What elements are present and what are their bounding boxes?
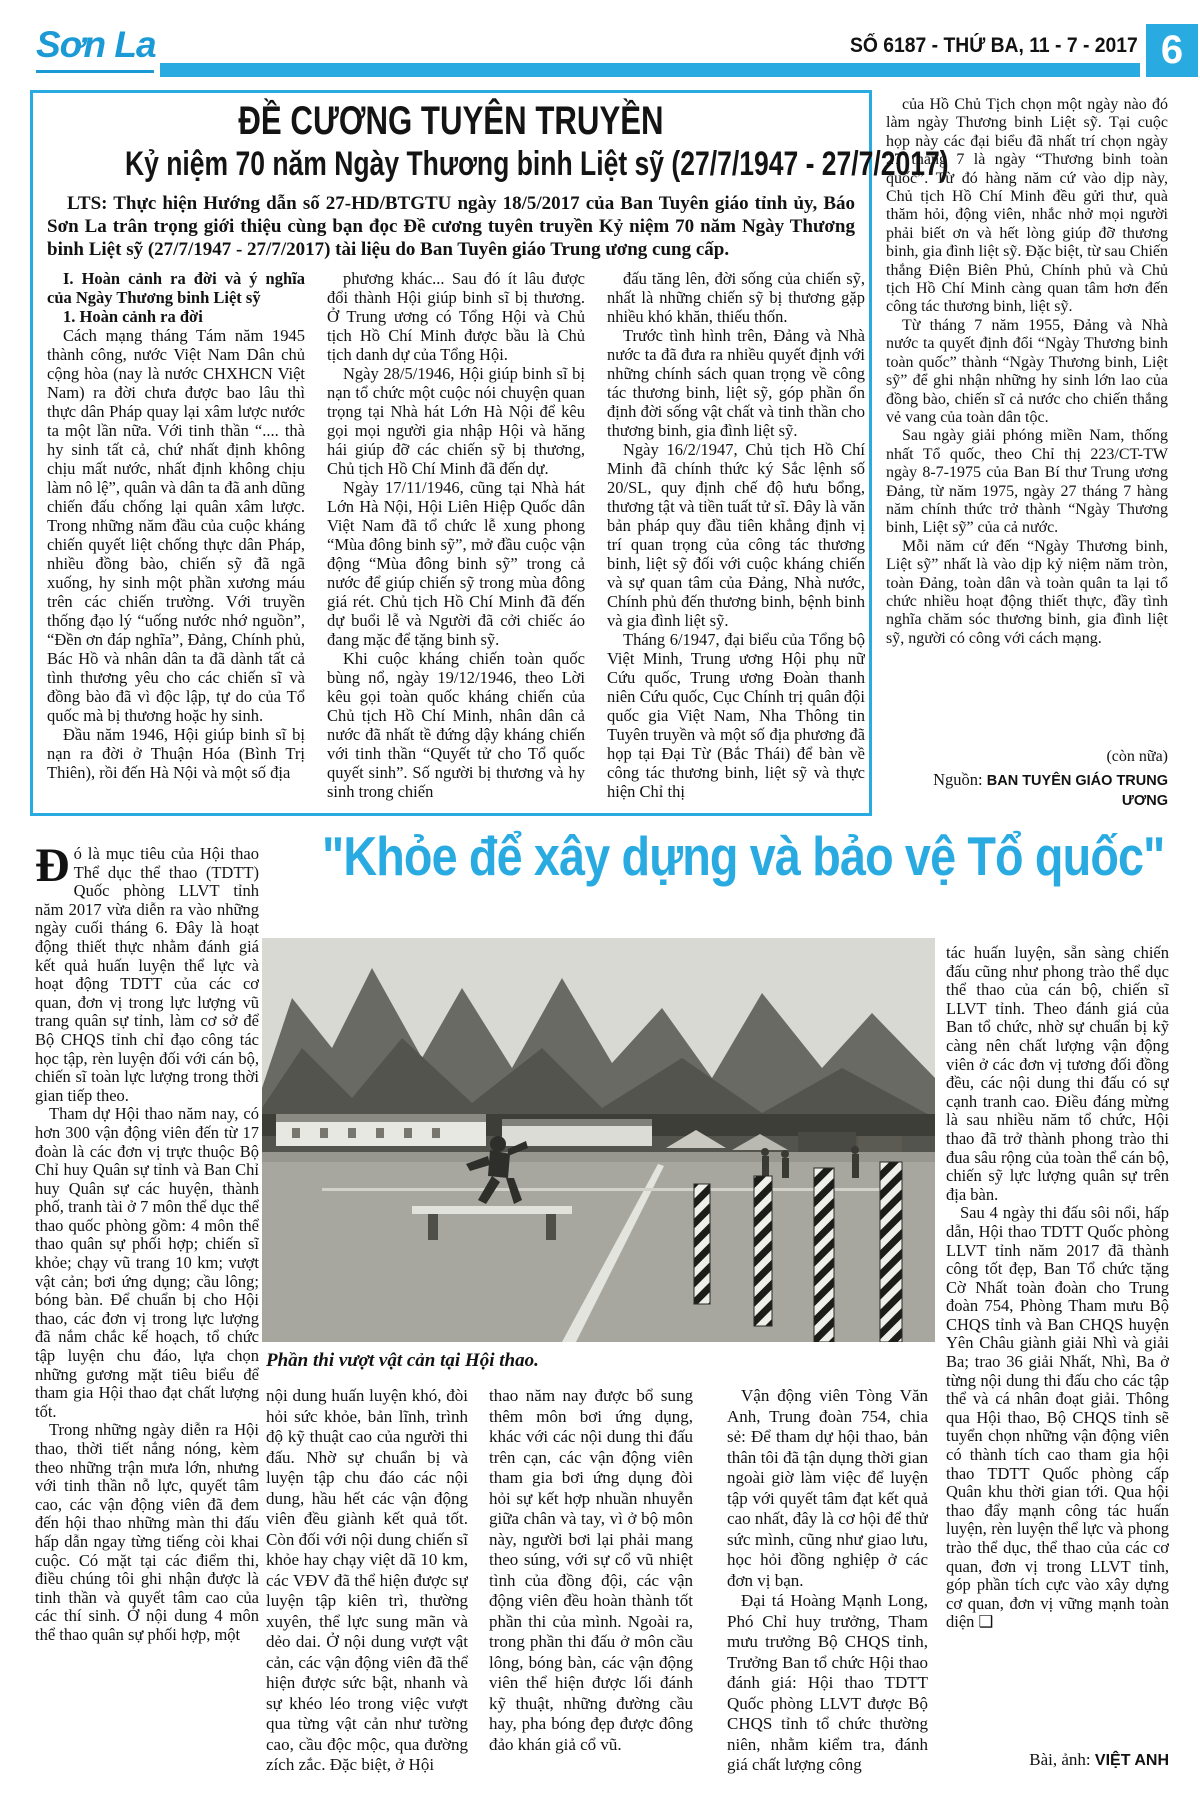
byline: [946, 1750, 1169, 1770]
paragraph: Trong những ngày diễn ra Hội thao, thời tiết nắng nóng, kèm theo những trận mưa lớn, nhưng với tinh thần nỗ lực, quyết tâm cao, các vận động viên đã đem đến hội thao những màn thi đấu hấp dẫn ngay từng tiếng còi khai cuộc. Có mặt tại các điểm thi, điều chúng tôi ghi nhận được là tinh thần và quyết tâm cao của các thí sinh. Ở nội dung 4 môn thể thao quân sự phối hợp, một: [35, 1420, 259, 1644]
paragraph: Ngày 28/5/1946, Hội giúp binh sĩ bị nạn tổ chức một cuộc nói chuyện quan trọng tại Nhà hát Lớn Hà Nội để kêu gọi mọi người gia nhập Hội và hăng hái giúp đỡ các chiến sỹ bị thương, Chủ tịch Hồ Chí Minh đã đến dự.: [327, 364, 585, 478]
paragraph: Tham dự Hội thao năm nay, có hơn 300 vận động viên đến từ 17 đoàn là các đơn vị trực thuộc Bộ Chỉ huy Quân sự tỉnh và Ban Chỉ huy Quân sự các huyện, thành phố, tranh tài ở 7 môn thể dục thể thao quốc phòng gồm: 4 môn thể thao quân sự phối hợp; chiến sĩ khỏe; chạy vũ trang 10 km; vượt vật cản; bơi ứng dụng; cầu lông; bóng bàn. Để chuẩn bị cho Hội thao, các đơn vị trong lực lượng đã nắm chắc kế hoạch, tổ chức tập luyện chu đáo, lựa chọn những gương mặt tiêu biểu để tham gia Hội thao đạt chất lượng tốt.: [35, 1104, 259, 1421]
article-lede: LTS: Thực hiện Hướng dẫn số 27-HD/BTGTU ngày 18/5/2017 của Ban Tuyên giáo tỉnh ủy, Báo Sơn La trân trọng giới thiệu cùng bạn đọc Đề cương tuyên truyền Kỷ niệm 70 năm Ngày Thương binh Liệt sỹ (27/7/1947 - 27/7/2017) tài liệu do Ban Tuyên giáo Trung ương cung cấp.: [47, 193, 855, 260]
top-article-column-4: [886, 96, 1168, 746]
paragraph: Cách mạng tháng Tám năm 1945 thành công, nước Việt Nam Dân chủ cộng hòa (nay là nước CHXHCN Việt Nam) ra đời chưa được bao lâu thì thực dân Pháp quay lại xâm lược nước ta một lần nữa. Với tinh thần “.... thà hy sinh tất cả, chứ nhất định không chịu mất nước, nhất định không chịu làm nô lệ”, quân và dân ta đã anh dũng chiến đấu chống lại quân xâm lược. Trong những năm đầu của cuộc kháng chiến quyết liệt chống thực dân Pháp, nhiều đồng bào, chiến sỹ đã ngã xuống, hy sinh một phần xương máu trên các chiến trường. Với truyền thống đạo lý “uống nước nhớ nguồn”, “Đền ơn đáp nghĩa”, Đảng, Chính phủ, Bác Hồ và nhân dân ta đã dành tất cả tình thương yêu cho các chiến sĩ và đồng bào đã vì độc lập, tự do của Tổ quốc mà bị thương hoặc hy sinh.: [47, 326, 305, 725]
feature-right-column: [946, 944, 1169, 1744]
paragraph: [35, 845, 259, 1105]
paragraph: thao năm nay được bổ sung thêm môn bơi ứng dụng, khác với các nội dung thi đấu trên cạn, các vận động viên tham gia bơi ứng dụng đòi hỏi sự kết hợp nhuần nhuyễn giữa chân và tay, vì ở bộ môn này, người bơi lại phải mang theo súng, với sự cổ vũ nhiệt tình của đồng đội, các vận động viên đều hoàn thành tốt phần thi của mình. Ngoài ra, trong phần thi đấu ở môn cầu lông, bóng bàn, các vận động viên thể hiện được lối đánh kỹ thuật, những đường cầu hay, pha bóng đẹp được đông đảo khán giả cổ vũ.: [489, 1386, 693, 1754]
feature-left-column: [35, 845, 259, 1775]
masthead-logo: Sơn La: [36, 24, 156, 65]
drop-cap: Đ: [35, 845, 70, 892]
paragraph: Khi cuộc kháng chiến toàn quốc bùng nổ, ngày 19/12/1946, theo Lời kêu gọi toàn quốc kháng chiến của Chủ tịch Hồ Chí Minh, nhân dân cả nước đã nhất tề đứng dậy kháng chiến với tinh thần “Quyết tử cho Tổ quốc quyết sinh”. Số người bị thương và hy sinh trong chiến: [327, 649, 585, 801]
source-name: BAN TUYÊN GIÁO TRUNG ƯƠNG: [986, 773, 1168, 809]
byline-label: Bài, ảnh:: [1029, 1750, 1095, 1769]
top-article-column-2: [327, 269, 585, 811]
paragraph: Ngày 16/2/1947, Chủ tịch Hồ Chí Minh đã chính thức ký Sắc lệnh số 20/SL, quy định chế độ hưu bổng, thương tật và tiền tuất tử sĩ. Đây là văn bản pháp quy đầu tiên khẳng định vị trí quan trọng của công tác thương binh, liệt sỹ đối với cuộc kháng chiến và sự quan tâm của Đảng, Nhà nước, Chính phủ đến thương binh, bệnh binh và gia đình liệt sỹ.: [607, 440, 865, 630]
obstacle-course-photo-illustration: [262, 938, 935, 1342]
source-credit: [886, 770, 1168, 810]
section-heading: I. Hoàn cảnh ra đời và ý nghĩa của Ngày Thương binh Liệt sỹ: [47, 269, 305, 307]
article-kicker: ĐỀ CƯƠNG TUYÊN TRUYỀN: [238, 99, 664, 143]
feature-headline: "Khỏe để xây dựng và bảo vệ Tổ quốc": [322, 825, 1165, 887]
top-article-box: [30, 90, 949, 816]
header-accent-bar: [160, 63, 1140, 77]
byline-name: VIỆT ANH: [1094, 1752, 1169, 1769]
photo-caption: Phần thi vượt vật cản tại Hội thao.: [266, 1350, 539, 1371]
feature-column-c: [727, 1386, 928, 1778]
paragraph-text: ó là mục tiêu của Hội thao Thể dục thể thao (TDTT) Quốc phòng LLVT tỉnh năm 2017 vừa diễn ra vào những ngày cuối tháng 6. Đây là hoạt động thiết thực nhằm đánh giá kết quả huấn luyện thể lực và hoạt động TDTT của các cơ quan, đơn vị trong lực lượng vũ trang quân sự tỉnh, làm cơ sở để Bộ CHQS tỉnh chỉ đạo công tác học tập, rèn luyện đối với cán bộ, chiến sĩ toàn lực lượng trong thời gian tiếp theo.: [35, 845, 259, 1105]
sub-section-heading: 1. Hoàn cảnh ra đời: [63, 307, 203, 326]
paragraph: Trước tình hình trên, Đảng và Nhà nước ta đã đưa ra nhiều quyết định với những chính sách quan trọng về công tác thương binh, liệt sỹ, góp phần ổn định đời sống vật chất và tinh thần cho thương binh, gia đình liệt sỹ.: [607, 326, 865, 440]
top-article-column-1: [47, 269, 305, 811]
paragraph: Vận động viên Tòng Văn Anh, Trung đoàn 754, chia sẻ: Để tham dự hội thao, bản thân tôi đã tận dụng thời gian ngoài giờ làm việc để luyện tập với quyết tâm đạt kết quả cao nhất, đây là cơ hội để thử sức mình, cũng như giao lưu, học hỏi đồng nghiệp ở các đơn vị bạn.: [727, 1386, 928, 1590]
source-label: Nguồn:: [933, 770, 987, 789]
paragraph: Sau 4 ngày thi đấu sôi nổi, hấp dẫn, Hội thao TDTT Quốc phòng LLVT tỉnh năm 2017 đã thành công tốt đẹp, Ban Tổ chức tặng Cờ Nhất toàn đoàn cho Trung đoàn 754, Phòng Tham mưu Bộ CHQS tỉnh và Ban CHQS huyện Yên Châu giành giải Nhì và giải Ba; trao 36 giải Nhất, Nhì, Ba ở từng nội dung thi đấu cho các tập thể và cá nhân đoạt giải. Thông qua Hội thao, Bộ CHQS tỉnh sẽ tuyển chọn những vận động viên có thành tích cao tham gia hội thao TDTT Quốc phòng cấp Quân khu thời gian tới. Qua hội thao đẩy mạnh công tác huấn luyện, rèn luyện thể lực và phong trào thể dục, thể thao của các cơ quan, đơn vị trong LLVT tỉnh, góp phần tích cực vào xây dựng cơ quan, đơn vị vững mạnh toàn diện ❑: [946, 1203, 1169, 1632]
feature-column-b: [489, 1386, 693, 1778]
paragraph: của Hồ Chủ Tịch chọn một ngày nào đó làm ngày Thương binh Liệt sỹ. Tại cuộc họp này các đại biểu đã nhất trí chọn ngày 27 tháng 7 là ngày “Thương binh toàn quốc”. Từ đó hàng năm cứ vào dịp này, Chủ tịch Hồ Chí Minh đều gửi thư, quà thăm hỏi, động viên, nhắc nhở mọi người phải biết ơn và hết lòng giúp đỡ thương binh, gia đình liệt sỹ. Đặc biệt, từ sau Chiến thắng Điện Biên Phủ, Chính phủ và Chủ tịch Hồ Chí Minh càng quan tâm hơn đến công tác thương binh, liệt sỹ.: [886, 96, 1168, 316]
paragraph: Đầu năm 1946, Hội giúp binh sĩ bị nạn ra đời ở Thuận Hóa (Bình Trị Thiên), rồi đến Hà Nội và một số địa: [47, 725, 305, 782]
paragraph: Ngày 17/11/1946, cũng tại Nhà hát Lớn Hà Nội, Hội Liên Hiệp Quốc dân Việt Nam đã tổ chức lễ xung phong “Mùa đông binh sỹ”, mở đầu cuộc vận động “Mùa đông binh sỹ” trong cả nước để giúp chiến sỹ trong mùa đông giá rét. Chủ tịch Hồ Chí Minh đã đến dự buổi lễ và Người đã cởi chiếc áo đang mặc để tặng binh sỹ.: [327, 478, 585, 649]
paragraph: Sau ngày giải phóng miền Nam, thống nhất Tổ quốc, theo Chỉ thị 223/CT-TW ngày 8-7-1975 của Ban Bí thư Trung ương Đảng, từ năm 1975, ngày 27 tháng 7 hàng năm chính thức trở thành “Ngày Thương binh, Liệt sỹ” của cả nước.: [886, 427, 1168, 537]
paragraph: Từ tháng 7 năm 1955, Đảng và Nhà nước ta quyết định đổi “Ngày Thương binh toàn quốc” thành “Ngày Thương binh, Liệt sỹ” để ghi nhận những hy sinh lớn lao của đồng bào, chiến sĩ cả nước cho chiến thắng vẻ vang của toàn dân tộc.: [886, 316, 1168, 426]
top-article-column-3: [607, 269, 865, 811]
paragraph: Mỗi năm cứ đến “Ngày Thương binh, Liệt sỹ” nhất là vào dịp kỷ niệm năm tròn, toàn Đảng, toàn dân và toàn quân ta lại tổ chức nhiều hoạt động thiết thực, đầy tình nghĩa chăm sóc thương binh, gia đình liệt sỹ, người có công với cách mạng.: [886, 537, 1168, 647]
paragraph: nội dung huấn luyện khó, đòi hỏi sức khỏe, bản lĩnh, trình độ kỹ thuật cao của người thi đấu. Nhờ sự chuẩn bị và luyện tập chu đáo các nội dung, hầu hết các vận động viên đều giành kết quả tốt. Còn đối với nội dung chiến sĩ khỏe hay chạy việt dã 10 km, các VĐV đã thể hiện được sự luyện tập kiên trì, thường xuyên, thể lực sung mãn và dẻo dai. Ở nội dung vượt vật cản, các vận động viên đã thể hiện được sức bật, nhanh và sự khéo léo trong việc vượt qua từng vật cản như tường cao, cầu độc mộc, qua đường zích zắc. Đặc biệt, ở Hội: [266, 1386, 468, 1774]
paragraph: tác huấn luyện, sẵn sàng chiến đấu cũng như phong trào thể dục thể thao của cán bộ, chiến sĩ LLVT tỉnh. Theo đánh giá của Ban tổ chức, nhờ sự chuẩn bị kỹ càng nên chất lượng vận động viên ở các đơn vị tương đối đồng đều, các nội dung thi đấu có sự cạnh tranh cao. Điều đáng mừng là sau nhiều năm tổ chức, Hội thao đã trở thành phong trào thi đua sâu rộng của toàn thể cán bộ, chiến sỹ lực lượng quân sự trên địa bàn.: [946, 944, 1169, 1204]
masthead-underline: [36, 70, 154, 73]
issue-date-line: SỐ 6187 - THỨ BA, 11 - 7 - 2017: [850, 34, 1138, 57]
paragraph: Đại tá Hoàng Mạnh Long, Phó Chỉ huy trưởng, Tham mưu trưởng Bộ CHQS tỉnh, Trưởng Ban tổ chức Hội thao đánh giá: Hội thao TDTT Quốc phòng LLVT được Bộ CHQS tỉnh tổ chức thường niên, nhằm kiểm tra, đánh giá chất lượng công: [727, 1591, 928, 1774]
feature-photo: [262, 938, 935, 1342]
feature-column-a: [266, 1386, 468, 1778]
page-number-badge: 6: [1146, 24, 1198, 77]
paragraph: phương khác... Sau đó ít lâu được đổi thành Hội giúp binh sĩ bị thương. Ở Trung ương có Tổng Hội và Chủ tịch Hồ Chí Minh được bầu là Chủ tịch danh dự của Tổng Hội.: [327, 269, 585, 364]
article-title: Kỷ niệm 70 năm Ngày Thương binh Liệt sỹ (27/7/1947 - 27/7/2017): [124, 145, 949, 183]
paragraph: Tháng 6/1947, đại biểu của Tổng bộ Việt Minh, Trung ương Hội phụ nữ Cứu quốc, Trung ương Đoàn thanh niên Cứu quốc, Cục Chính trị quân đội quốc gia Việt Nam, Nha Thông tin Tuyên truyền và một số địa phương đã họp tại Đại Từ (Bắc Thái) để bàn về công tác thương binh, liệt sỹ và thực hiện Chỉ thị: [607, 630, 865, 801]
continued-note: (còn nữa): [886, 748, 1168, 766]
paragraph: đấu tăng lên, đời sống của chiến sỹ, nhất là những chiến sỹ bị thương gặp nhiều khó khăn, thiếu thốn.: [607, 269, 865, 326]
